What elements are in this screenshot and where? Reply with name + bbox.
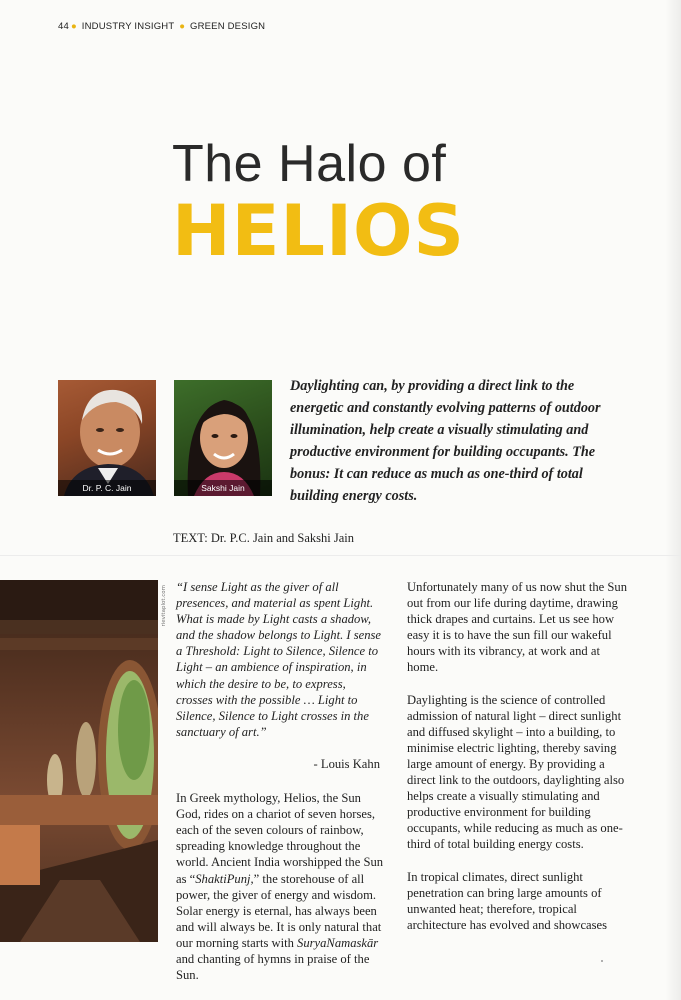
body-paragraph: In tropical climates, direct sunlight penetration can bring large amounts of unwanted heat; therefore, tropical architecture has evolved and showcases <box>407 869 608 932</box>
photo-caption: Dr. P. C. Jain <box>58 480 156 496</box>
divider <box>0 555 681 556</box>
body-text-italic: SuryaNamaskār <box>297 935 379 950</box>
bullet-icon: ● <box>70 21 77 32</box>
body-text: ” the storehouse of all power, the giver of energy and wisdom. Solar energy is eternal, has always been and will always be. It is only natural that our morning starts with <box>176 871 382 950</box>
photo-caption: Sakshi Jain <box>174 480 272 496</box>
body-text: In Greek mythology, Helios, the Sun God, rides on a chariot of seven horses, each of the seven colours of rainbow, spreading knowledge throughout the world. Ancient India worshipped the Sun as “ <box>176 791 384 886</box>
body-text: and chanting of hymns in praise of the Sun. <box>176 951 370 983</box>
section-label: INDUSTRY INSIGHT <box>81 21 175 32</box>
running-header <box>58 21 265 32</box>
photo-credit: rievitaplot.com <box>161 585 167 627</box>
body-paragraph <box>176 790 384 983</box>
body-paragraph: Daylighting is the science of controlled admission of natural light – direct sunlight and diffused skylight – into a building, to minimise electric lighting, thereby saving large amount of energy. By providing a direct link to the outdoors, daylighting also helps create a visually stimulating and productive environment for building occupants, while reducing as much as one-third of total building energy costs. <box>407 692 625 852</box>
body-paragraph: Unfortunately many of us now shut the Sun out from our life during daytime, drawing thick drapes and curtains. Let us see how easy it is to have the sun fill our wakeful hours with its vibrancy, at work and at home. <box>407 580 628 675</box>
subsection-label: GREEN DESIGN <box>190 21 266 32</box>
article-title-line2: HELIOS <box>172 190 465 272</box>
page-gutter-shade <box>665 0 681 1000</box>
quote-attribution: - Louis Kahn <box>313 756 380 771</box>
article-column-right <box>407 579 629 949</box>
article-column-left <box>176 579 384 999</box>
article-title-line1: The Halo of <box>172 135 447 193</box>
author-photo-sakshi-jain <box>174 380 272 496</box>
page-number: 44 <box>58 21 69 32</box>
portrait-illustration <box>58 380 156 496</box>
article-standfirst <box>290 375 620 507</box>
architecture-photo <box>0 580 158 942</box>
body-text-italic: ShaktiPunj, <box>195 871 254 886</box>
epigraph-quote: “I sense Light as the giver of all presences, and material as spent Light. What is made by Light casts a shadow, and the shadow belongs to Light. I sense a Threshold: Light to Silence, Silence to Light – an ambience of inspiration, in which the desire to be, to express, crosses with the possible … Light to Silence, Silence to Light crosses in the sanctuary of art.” <box>176 580 381 739</box>
arch-illustration <box>0 580 158 942</box>
author-photo-pc-jain <box>58 380 156 496</box>
standfirst-text: Daylighting can, by providing a direct link to the energetic and constantly evolving patterns of outdoor illumination, help create a visually stimulating and productive environment for building occupants. The bonus: It can reduce as much as one-third of total building energy costs. <box>290 378 601 504</box>
portrait-illustration <box>174 380 272 496</box>
bullet-icon: ● <box>179 21 186 32</box>
byline: TEXT: Dr. P.C. Jain and Sakshi Jain <box>173 531 354 545</box>
print-mark <box>601 960 603 962</box>
